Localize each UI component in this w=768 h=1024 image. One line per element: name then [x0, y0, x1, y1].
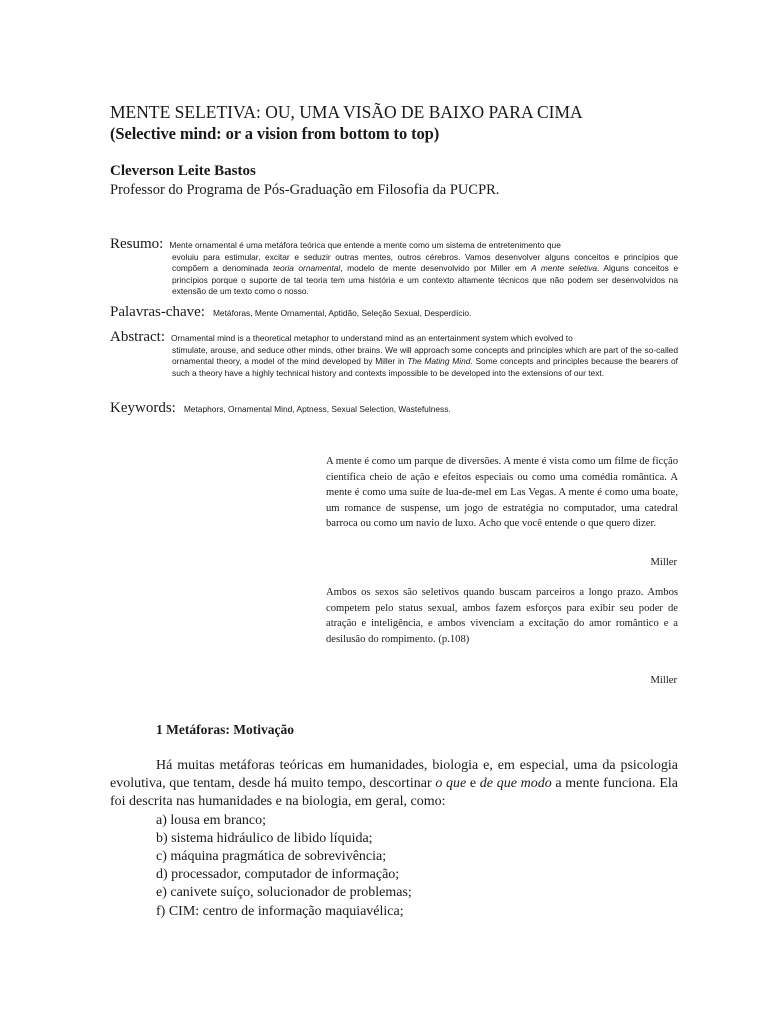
resumo-text	[172, 252, 678, 298]
keywords-text: Metaphors, Ornamental Mind, Aptness, Sexual Selection, Wastefulness.	[183, 404, 451, 414]
section-heading: 1 Metáforas: Motivação	[156, 722, 294, 737]
epigraph-quote-1: A mente é como um parque de diversões. A mente é vista como um filme de ficção científica cheio de ação e efeitos especiais ou como uma comédia romântica. A mente é como uma suíte de lua-de-mel em Las Vegas. A mente é como uma boate, um romance de suspense, um jogo de estratégia no computador, uma catedral barroca ou como um navio de luxo. Acho que você entende o que quero dizer.	[326, 456, 678, 530]
page-title: MENTE SELETIVA: OU, UMA VISÃO DE BAIXO PARA CIMA	[110, 102, 583, 122]
body-italic-2: de que modo	[479, 776, 552, 792]
resumo-line-1: Mente ornamental é uma metáfora teórica que entende a mente como um sistema de entretenimento que	[169, 240, 561, 250]
abstract-italic-1: The Mating Mind	[407, 356, 471, 367]
resumo-italic-1: teoria ornamental	[272, 263, 341, 274]
body-text-b: e	[466, 776, 480, 792]
author-name: Cleverson Leite Bastos	[110, 163, 256, 179]
abstract-text-a: stimulate, arouse, and seduce other minds, other brains. We will approach some concepts and principles which are part of the so-called ornamental theory, a model of the mind developed by Miller in	[172, 345, 678, 367]
epigraph-author-2: Miller	[650, 675, 677, 686]
palavras-text: Metáforas, Mente Ornamental, Aptidão, Seleção Sexual, Desperdício.	[212, 308, 472, 318]
resumo-text-a: evoluiu para estimular, excitar e seduzir outras mentes, outros cérebros. Vamos desenvolver alguns conceitos e princípios que compõem a denominada	[172, 252, 678, 274]
body-italic-1: o que	[435, 776, 467, 792]
epigraph-quote-2: Ambos os sexos são seletivos quando buscam parceiros a longo prazo. Ambos competem pelo status sexual, ambos fazem esforços para exibir seu poder de atração e inteligência, e ambos vivenciam a excitação do amor romântico e a desilusão do rompimento. (p.108)	[326, 587, 678, 645]
list-item: f) CIM: centro de informação maquiavélica;	[156, 903, 404, 919]
list-item: b) sistema hidráulico de libido líquida;	[156, 830, 373, 846]
section-body	[110, 757, 678, 921]
abstract-label: Abstract:	[110, 329, 165, 345]
list-item: d) processador, computador de informação;	[156, 867, 400, 883]
author-block	[110, 162, 670, 200]
list-item: c) máquina pragmática de sobrevivência;	[156, 849, 387, 865]
body-text-a: Há muitas metáforas teóricas em humanidades, biologia e, em especial, uma da psicologia evolutiva, que tentam, desde há muito tempo, descortinar	[110, 758, 678, 792]
abstract-line-1: Ornamental mind is a theoretical metaphor to understand mind as an entertainment system which evolved to	[170, 333, 573, 343]
palavras-label: Palavras-chave:	[110, 304, 205, 320]
epigraph-author-1: Miller	[650, 557, 677, 568]
resumo-italic-2: A mente seletiva	[531, 263, 598, 274]
body-paragraph	[110, 757, 678, 812]
resumo-text-c: . Alguns conceitos e princípios porque o suporte de tal teoria tem uma história e um contexto altamente técnicos que não podem ser desenvolvidos na extensão de um texto como o nosso.	[172, 263, 678, 297]
keywords-section	[110, 399, 678, 417]
abstract-section	[110, 329, 678, 379]
body-text-c: a mente funciona. Ela foi descrita nas humanidades e na biologia, em geral, como:	[110, 776, 678, 810]
metaphor-list	[110, 812, 678, 921]
resumo-text-b: , modelo de mente desenvolvido por Miller em	[340, 263, 532, 274]
page-subtitle: (Selective mind: or a vision from bottom to top)	[110, 124, 440, 143]
palavras-section	[110, 303, 678, 321]
resumo-label: Resumo:	[110, 236, 164, 252]
list-item: a) lousa em branco;	[156, 812, 267, 828]
author-affiliation: Professor do Programa de Pós-Graduação em Filosofia da PUCPR.	[110, 182, 500, 198]
abstract-text	[172, 345, 678, 379]
abstract-text-b: . Some concepts and principles because the bearers of such a theory have a highly technical history and contexts impossible to be developed into the extensions of our text.	[172, 356, 679, 378]
resumo-section	[110, 236, 678, 298]
list-item: e) canivete suíço, solucionador de problemas;	[156, 885, 412, 901]
keywords-label: Keywords:	[110, 400, 176, 416]
title-block	[110, 102, 670, 144]
